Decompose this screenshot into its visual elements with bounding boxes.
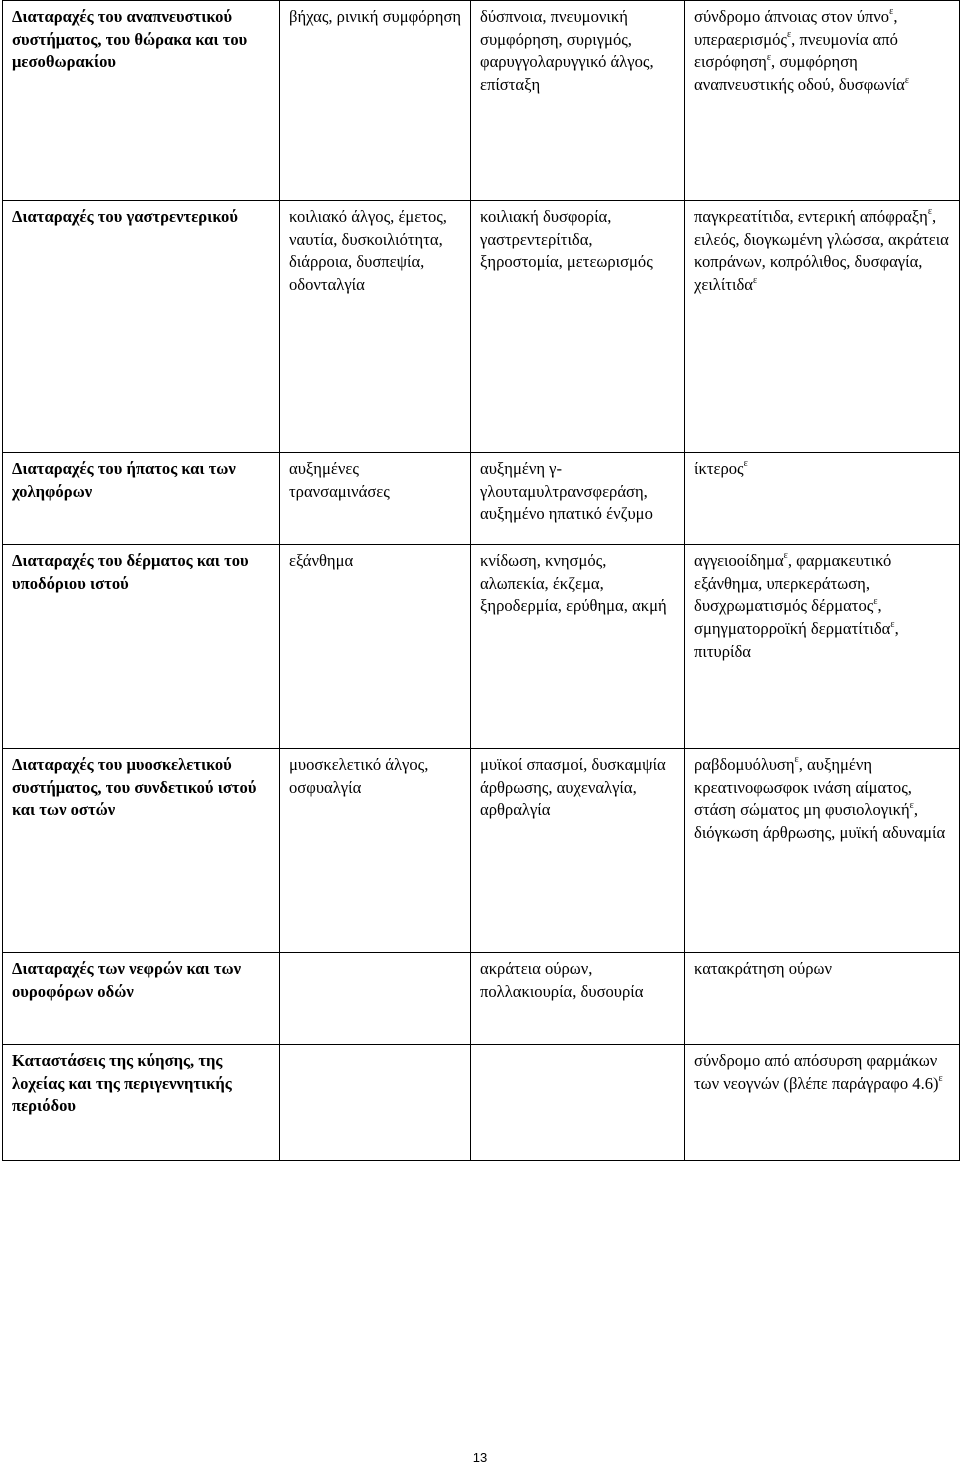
table-row <box>3 1045 960 1161</box>
epsilon-footnote-marker: ε <box>890 618 895 630</box>
reaction-text: , πνευμονία από εισρόφηση <box>694 29 898 72</box>
common-reactions-cell <box>280 953 471 1045</box>
rare-reactions-cell <box>685 1 960 201</box>
uncommon-reactions-cell: ακράτεια ούρων, πολλακιουρία, δυσουρία <box>471 953 685 1045</box>
epsilon-footnote-marker: ε <box>783 550 788 562</box>
epsilon-footnote-marker: ε <box>743 458 748 470</box>
rare-reactions-cell <box>685 201 960 453</box>
reaction-text: αγγειοοίδημα <box>694 551 784 570</box>
reaction-text: σύνδρομο άπνοιας στον ύπνο <box>694 7 890 26</box>
uncommon-reactions-cell <box>471 1045 685 1161</box>
uncommon-reactions-cell: κνίδωση, κνησμός, αλωπεκία, έκζεμα, ξηροδερμία, ερύθημα, ακμή <box>471 545 685 749</box>
system-organ-class-cell: Διαταραχές του γαστρεντερικού <box>3 201 280 453</box>
system-organ-class-cell: Διαταραχές του ήπατος και των χοληφόρων <box>3 453 280 545</box>
table-row <box>3 749 960 953</box>
epsilon-footnote-marker: ε <box>904 74 910 86</box>
reaction-text: , υπεραερισμός <box>694 7 898 49</box>
table-row <box>3 545 960 749</box>
uncommon-reactions-cell: αυξημένη γ-γλουταμυλτρανσφεράση, αυξημένο ηπατικό ένζυμο <box>471 453 685 545</box>
table-row <box>3 201 960 453</box>
epsilon-footnote-marker: ε <box>786 29 792 41</box>
epsilon-footnote-marker: ε <box>938 1073 943 1085</box>
system-organ-class-cell: Διαταραχές του αναπνευστικού συστήματος, του θώρακα και του μεσοθωρακίου <box>3 1 280 201</box>
reaction-text: ίκτερος <box>694 459 744 478</box>
reaction-text: , φαρμακευτικό εξάνθημα, υπερκεράτωση, δυσχρωματισμός δέρματος <box>694 551 892 616</box>
reaction-text: σύνδρομο από απόσυρση φαρμάκων των νεογνών (βλέπε παράγραφο 4.6) <box>694 1051 939 1093</box>
uncommon-reactions-cell: κοιλιακή δυσφορία, γαστρεντερίτιδα, ξηροστομία, μετεωρισμός <box>471 201 685 453</box>
system-organ-class-cell: Διαταραχές του δέρματος και του υποδόριου ιστού <box>3 545 280 749</box>
common-reactions-cell: κοιλιακό άλγος, έμετος, ναυτία, δυσκοιλιότητα, διάρροια, δυσπεψία, οδονταλγία <box>280 201 471 453</box>
common-reactions-cell: βήχας, ρινική συμφόρηση <box>280 1 471 201</box>
table-row <box>3 453 960 545</box>
epsilon-footnote-marker: ε <box>909 799 914 811</box>
table-row <box>3 1 960 201</box>
table-row <box>3 953 960 1045</box>
epsilon-footnote-marker: ε <box>794 754 799 766</box>
rare-reactions-cell <box>685 545 960 749</box>
rare-reactions-cell <box>685 749 960 953</box>
system-organ-class-cell: Καταστάσεις της κύησης, της λοχείας και της περιγεννητικής περιόδου <box>3 1045 280 1161</box>
rare-reactions-cell <box>685 453 960 545</box>
common-reactions-cell: εξάνθημα <box>280 545 471 749</box>
epsilon-footnote-marker: ε <box>927 206 933 218</box>
reaction-text: ραβδομυόλυση <box>694 755 795 774</box>
reaction-text: , συμφόρηση αναπνευστικής οδού, δυσφωνία <box>694 52 905 95</box>
common-reactions-cell <box>280 1045 471 1161</box>
uncommon-reactions-cell: μυϊκοί σπασμοί, δυσκαμψία άρθρωσης, αυχεναλγία, αρθραλγία <box>471 749 685 953</box>
reaction-text: παγκρεατίτιδα, εντερική απόφραξη <box>694 207 928 226</box>
epsilon-footnote-marker: ε <box>752 274 758 286</box>
adverse-reactions-table <box>2 0 960 1161</box>
reaction-text: , αυξημένη κρεατινοφωσφοκ ινάση αίματος, στάση σώματος μη φυσιολογική <box>694 755 912 820</box>
system-organ-class-cell: Διαταραχές του μυοσκελετικού συστήματος, του συνδετικού ιστού και των οστών <box>3 749 280 953</box>
system-organ-class-cell: Διαταραχές των νεφρών και των ουροφόρων οδών <box>3 953 280 1045</box>
reaction-text: , διόγκωση άρθρωσης, μυϊκή αδυναμία <box>694 800 946 843</box>
epsilon-footnote-marker: ε <box>889 6 894 18</box>
epsilon-footnote-marker: ε <box>766 51 772 63</box>
page-number: 13 <box>472 1450 488 1465</box>
common-reactions-cell: μυοσκελετικό άλγος, οσφυαλγία <box>280 749 471 953</box>
rare-reactions-cell <box>685 1045 960 1161</box>
reaction-text: , πιτυρίδα <box>694 619 899 661</box>
rare-reactions-cell <box>685 953 960 1045</box>
epsilon-footnote-marker: ε <box>873 595 878 607</box>
reaction-text: , ειλεός, διογκωμένη γλώσσα, ακράτεια κοπράνων, κοπρόλιθος, δυσφαγία, χειλίτιδα <box>694 207 949 295</box>
reaction-text: κατακράτηση ούρων <box>694 959 832 978</box>
uncommon-reactions-cell: δύσπνοια, πνευμονική συμφόρηση, συριγμός, φαρυγγολαρυγγικό άλγος, επίσταξη <box>471 1 685 201</box>
reaction-text: , σμηγματορροϊκή δερματίτιδα <box>694 596 891 639</box>
common-reactions-cell: αυξημένες τρανσαμινάσες <box>280 453 471 545</box>
